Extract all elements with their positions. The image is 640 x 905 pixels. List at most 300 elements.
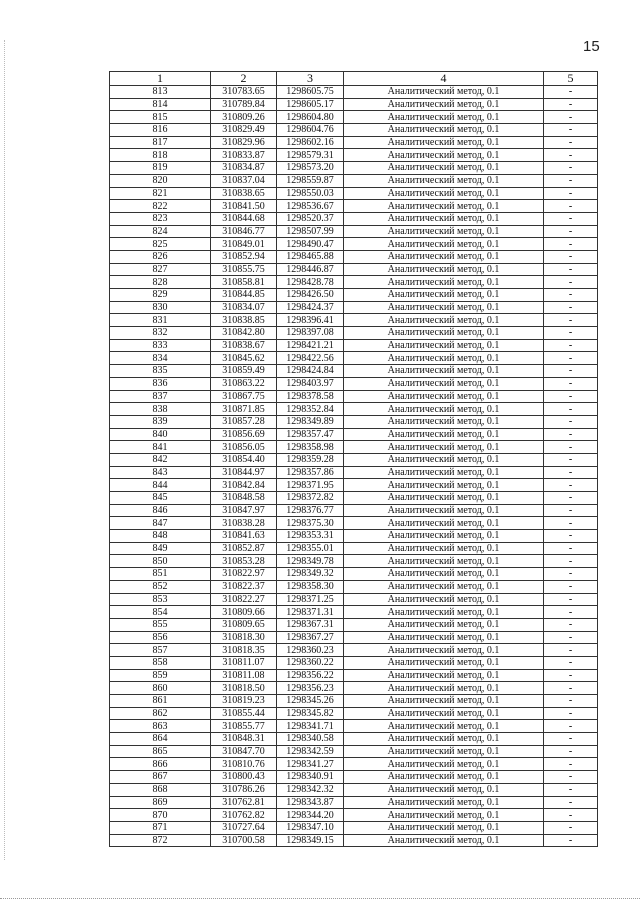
cell-point-number: 835 [110,365,211,378]
table-row [110,593,598,606]
cell-point-number: 856 [110,631,211,644]
cell-method-accuracy: Аналитический метод, 0.1 [344,834,544,847]
cell-x-coordinate: 310834.87 [211,162,277,175]
cell-y-coordinate: 1298352.84 [277,403,344,416]
cell-x-coordinate: 310845.62 [211,352,277,365]
cell-point-number: 844 [110,479,211,492]
cell-point-number: 838 [110,403,211,416]
cell-y-coordinate: 1298426.50 [277,289,344,302]
cell-x-coordinate: 310809.65 [211,618,277,631]
cell-method-accuracy: Аналитический метод, 0.1 [344,174,544,187]
table-row [110,504,598,517]
cell-point-number: 816 [110,124,211,137]
cell-method-accuracy: Аналитический метод, 0.1 [344,98,544,111]
cell-note: - [544,618,598,631]
cell-note: - [544,834,598,847]
cell-x-coordinate: 310809.26 [211,111,277,124]
cell-method-accuracy: Аналитический метод, 0.1 [344,593,544,606]
table-row [110,682,598,695]
cell-point-number: 845 [110,492,211,505]
cell-y-coordinate: 1298367.27 [277,631,344,644]
cell-y-coordinate: 1298579.31 [277,149,344,162]
cell-method-accuracy: Аналитический метод, 0.1 [344,796,544,809]
cell-method-accuracy: Аналитический метод, 0.1 [344,606,544,619]
cell-note: - [544,593,598,606]
cell-x-coordinate: 310863.22 [211,377,277,390]
cell-y-coordinate: 1298604.76 [277,124,344,137]
cell-point-number: 868 [110,783,211,796]
table-row [110,289,598,302]
cell-y-coordinate: 1298357.47 [277,428,344,441]
table-row [110,669,598,682]
cell-note: - [544,200,598,213]
cell-x-coordinate: 310846.77 [211,225,277,238]
cell-point-number: 850 [110,555,211,568]
cell-method-accuracy: Аналитический метод, 0.1 [344,250,544,263]
cell-x-coordinate: 310822.37 [211,580,277,593]
cell-method-accuracy: Аналитический метод, 0.1 [344,555,544,568]
cell-note: - [544,136,598,149]
cell-y-coordinate: 1298341.27 [277,758,344,771]
cell-y-coordinate: 1298371.31 [277,606,344,619]
table-row [110,263,598,276]
cell-note: - [544,606,598,619]
cell-y-coordinate: 1298605.17 [277,98,344,111]
cell-method-accuracy: Аналитический метод, 0.1 [344,669,544,682]
cell-x-coordinate: 310700.58 [211,834,277,847]
cell-note: - [544,568,598,581]
cell-point-number: 871 [110,821,211,834]
cell-x-coordinate: 310727.64 [211,821,277,834]
coordinates-table [109,71,598,847]
header-cell-2: 2 [211,72,277,86]
cell-y-coordinate: 1298403.97 [277,377,344,390]
cell-x-coordinate: 310834.07 [211,301,277,314]
cell-method-accuracy: Аналитический метод, 0.1 [344,517,544,530]
cell-x-coordinate: 310783.65 [211,86,277,99]
cell-y-coordinate: 1298342.59 [277,745,344,758]
cell-y-coordinate: 1298375.30 [277,517,344,530]
cell-y-coordinate: 1298342.32 [277,783,344,796]
cell-note: - [544,783,598,796]
cell-method-accuracy: Аналитический метод, 0.1 [344,377,544,390]
cell-method-accuracy: Аналитический метод, 0.1 [344,568,544,581]
cell-method-accuracy: Аналитический метод, 0.1 [344,580,544,593]
cell-y-coordinate: 1298428.78 [277,276,344,289]
cell-x-coordinate: 310786.26 [211,783,277,796]
cell-y-coordinate: 1298358.30 [277,580,344,593]
cell-x-coordinate: 310856.05 [211,441,277,454]
table-row [110,377,598,390]
cell-y-coordinate: 1298355.01 [277,542,344,555]
cell-note: - [544,98,598,111]
cell-method-accuracy: Аналитический метод, 0.1 [344,124,544,137]
cell-point-number: 865 [110,745,211,758]
table-row [110,124,598,137]
cell-point-number: 833 [110,339,211,352]
cell-note: - [544,809,598,822]
cell-method-accuracy: Аналитический метод, 0.1 [344,327,544,340]
cell-x-coordinate: 310800.43 [211,771,277,784]
cell-point-number: 861 [110,695,211,708]
cell-method-accuracy: Аналитический метод, 0.1 [344,263,544,276]
cell-y-coordinate: 1298605.75 [277,86,344,99]
cell-y-coordinate: 1298358.98 [277,441,344,454]
cell-method-accuracy: Аналитический метод, 0.1 [344,441,544,454]
cell-method-accuracy: Аналитический метод, 0.1 [344,479,544,492]
cell-point-number: 815 [110,111,211,124]
cell-y-coordinate: 1298371.25 [277,593,344,606]
cell-x-coordinate: 310810.76 [211,758,277,771]
cell-note: - [544,720,598,733]
cell-point-number: 814 [110,98,211,111]
cell-x-coordinate: 310837.04 [211,174,277,187]
cell-note: - [544,695,598,708]
cell-note: - [544,301,598,314]
cell-point-number: 852 [110,580,211,593]
cell-note: - [544,314,598,327]
table-row [110,174,598,187]
table-row [110,517,598,530]
cell-point-number: 847 [110,517,211,530]
table-row [110,339,598,352]
table-row [110,771,598,784]
table-row [110,542,598,555]
cell-point-number: 819 [110,162,211,175]
cell-note: - [544,517,598,530]
cell-point-number: 824 [110,225,211,238]
cell-note: - [544,542,598,555]
cell-y-coordinate: 1298353.31 [277,530,344,543]
cell-x-coordinate: 310838.28 [211,517,277,530]
cell-x-coordinate: 310847.70 [211,745,277,758]
table-row [110,466,598,479]
cell-x-coordinate: 310841.63 [211,530,277,543]
cell-method-accuracy: Аналитический метод, 0.1 [344,758,544,771]
cell-method-accuracy: Аналитический метод, 0.1 [344,542,544,555]
table-row [110,834,598,847]
cell-y-coordinate: 1298573.20 [277,162,344,175]
cell-x-coordinate: 310857.28 [211,415,277,428]
cell-note: - [544,580,598,593]
cell-y-coordinate: 1298356.23 [277,682,344,695]
cell-note: - [544,796,598,809]
cell-note: - [544,733,598,746]
cell-note: - [544,365,598,378]
cell-x-coordinate: 310852.87 [211,542,277,555]
cell-y-coordinate: 1298376.77 [277,504,344,517]
cell-note: - [544,212,598,225]
cell-note: - [544,707,598,720]
table-row [110,187,598,200]
table-row [110,162,598,175]
cell-note: - [544,656,598,669]
left-margin-dots [4,40,5,860]
table-row [110,352,598,365]
table-row [110,492,598,505]
cell-y-coordinate: 1298372.82 [277,492,344,505]
cell-method-accuracy: Аналитический метод, 0.1 [344,656,544,669]
table-row [110,441,598,454]
cell-x-coordinate: 310818.35 [211,644,277,657]
table-row [110,212,598,225]
cell-point-number: 837 [110,390,211,403]
cell-point-number: 854 [110,606,211,619]
cell-point-number: 857 [110,644,211,657]
table-row [110,733,598,746]
cell-point-number: 843 [110,466,211,479]
cell-method-accuracy: Аналитический метод, 0.1 [344,238,544,251]
cell-note: - [544,149,598,162]
cell-method-accuracy: Аналитический метод, 0.1 [344,707,544,720]
cell-y-coordinate: 1298340.91 [277,771,344,784]
table-row [110,200,598,213]
cell-note: - [544,327,598,340]
table-row [110,631,598,644]
cell-method-accuracy: Аналитический метод, 0.1 [344,682,544,695]
cell-method-accuracy: Аналитический метод, 0.1 [344,618,544,631]
cell-note: - [544,758,598,771]
cell-y-coordinate: 1298397.08 [277,327,344,340]
cell-point-number: 862 [110,707,211,720]
cell-x-coordinate: 310871.85 [211,403,277,416]
cell-y-coordinate: 1298371.95 [277,479,344,492]
table-body [110,86,598,847]
cell-point-number: 851 [110,568,211,581]
cell-method-accuracy: Аналитический метод, 0.1 [344,631,544,644]
table-row [110,745,598,758]
table-row [110,707,598,720]
cell-y-coordinate: 1298536.67 [277,200,344,213]
cell-note: - [544,669,598,682]
cell-point-number: 839 [110,415,211,428]
cell-x-coordinate: 310859.49 [211,365,277,378]
cell-x-coordinate: 310811.07 [211,656,277,669]
cell-y-coordinate: 1298341.71 [277,720,344,733]
cell-y-coordinate: 1298345.26 [277,695,344,708]
table-row [110,365,598,378]
cell-point-number: 841 [110,441,211,454]
table-row [110,136,598,149]
cell-x-coordinate: 310841.50 [211,200,277,213]
cell-y-coordinate: 1298378.58 [277,390,344,403]
cell-method-accuracy: Аналитический метод, 0.1 [344,212,544,225]
cell-point-number: 840 [110,428,211,441]
cell-point-number: 820 [110,174,211,187]
cell-x-coordinate: 310818.30 [211,631,277,644]
cell-note: - [544,187,598,200]
cell-x-coordinate: 310849.01 [211,238,277,251]
cell-point-number: 867 [110,771,211,784]
cell-method-accuracy: Аналитический метод, 0.1 [344,809,544,822]
cell-point-number: 842 [110,453,211,466]
cell-x-coordinate: 310762.82 [211,809,277,822]
cell-note: - [544,492,598,505]
table-row [110,225,598,238]
cell-x-coordinate: 310842.80 [211,327,277,340]
table-row [110,695,598,708]
cell-note: - [544,263,598,276]
table-row [110,644,598,657]
cell-method-accuracy: Аналитический метод, 0.1 [344,733,544,746]
table-row [110,327,598,340]
cell-x-coordinate: 310855.75 [211,263,277,276]
cell-note: - [544,124,598,137]
cell-method-accuracy: Аналитический метод, 0.1 [344,289,544,302]
cell-x-coordinate: 310844.68 [211,212,277,225]
table-row [110,403,598,416]
cell-point-number: 828 [110,276,211,289]
cell-point-number: 821 [110,187,211,200]
cell-note: - [544,745,598,758]
cell-x-coordinate: 310848.31 [211,733,277,746]
cell-point-number: 870 [110,809,211,822]
cell-y-coordinate: 1298602.16 [277,136,344,149]
cell-x-coordinate: 310867.75 [211,390,277,403]
cell-note: - [544,504,598,517]
cell-x-coordinate: 310829.49 [211,124,277,137]
cell-note: - [544,174,598,187]
cell-x-coordinate: 310809.66 [211,606,277,619]
cell-y-coordinate: 1298424.37 [277,301,344,314]
header-cell-3: 3 [277,72,344,86]
cell-point-number: 869 [110,796,211,809]
cell-point-number: 827 [110,263,211,276]
table-row [110,821,598,834]
cell-point-number: 825 [110,238,211,251]
cell-point-number: 864 [110,733,211,746]
table-row [110,479,598,492]
cell-x-coordinate: 310822.27 [211,593,277,606]
cell-method-accuracy: Аналитический метод, 0.1 [344,504,544,517]
cell-y-coordinate: 1298604.80 [277,111,344,124]
cell-method-accuracy: Аналитический метод, 0.1 [344,136,544,149]
cell-method-accuracy: Аналитический метод, 0.1 [344,644,544,657]
cell-point-number: 863 [110,720,211,733]
cell-y-coordinate: 1298349.32 [277,568,344,581]
cell-y-coordinate: 1298367.31 [277,618,344,631]
header-cell-1: 1 [110,72,211,86]
cell-y-coordinate: 1298520.37 [277,212,344,225]
cell-point-number: 860 [110,682,211,695]
cell-point-number: 813 [110,86,211,99]
cell-method-accuracy: Аналитический метод, 0.1 [344,339,544,352]
cell-y-coordinate: 1298490.47 [277,238,344,251]
cell-x-coordinate: 310844.97 [211,466,277,479]
cell-note: - [544,453,598,466]
cell-y-coordinate: 1298446.87 [277,263,344,276]
cell-y-coordinate: 1298359.28 [277,453,344,466]
table-row [110,530,598,543]
cell-note: - [544,111,598,124]
cell-point-number: 866 [110,758,211,771]
cell-note: - [544,771,598,784]
cell-method-accuracy: Аналитический метод, 0.1 [344,390,544,403]
cell-method-accuracy: Аналитический метод, 0.1 [344,720,544,733]
table-row [110,250,598,263]
table-header [110,72,598,86]
cell-point-number: 849 [110,542,211,555]
cell-x-coordinate: 310858.81 [211,276,277,289]
cell-note: - [544,339,598,352]
cell-note: - [544,276,598,289]
cell-method-accuracy: Аналитический метод, 0.1 [344,428,544,441]
cell-y-coordinate: 1298360.22 [277,656,344,669]
cell-method-accuracy: Аналитический метод, 0.1 [344,187,544,200]
cell-note: - [544,631,598,644]
table-row [110,428,598,441]
cell-y-coordinate: 1298343.87 [277,796,344,809]
cell-method-accuracy: Аналитический метод, 0.1 [344,695,544,708]
cell-method-accuracy: Аналитический метод, 0.1 [344,745,544,758]
cell-y-coordinate: 1298349.15 [277,834,344,847]
cell-note: - [544,352,598,365]
cell-method-accuracy: Аналитический метод, 0.1 [344,149,544,162]
cell-method-accuracy: Аналитический метод, 0.1 [344,821,544,834]
cell-x-coordinate: 310855.77 [211,720,277,733]
cell-y-coordinate: 1298349.89 [277,415,344,428]
cell-note: - [544,403,598,416]
cell-method-accuracy: Аналитический метод, 0.1 [344,453,544,466]
cell-x-coordinate: 310833.87 [211,149,277,162]
cell-point-number: 826 [110,250,211,263]
header-row [110,72,598,86]
cell-method-accuracy: Аналитический метод, 0.1 [344,314,544,327]
cell-x-coordinate: 310854.40 [211,453,277,466]
table-row [110,568,598,581]
cell-note: - [544,555,598,568]
cell-x-coordinate: 310838.67 [211,339,277,352]
cell-method-accuracy: Аналитический метод, 0.1 [344,352,544,365]
cell-x-coordinate: 310829.96 [211,136,277,149]
cell-point-number: 818 [110,149,211,162]
cell-x-coordinate: 310762.81 [211,796,277,809]
cell-y-coordinate: 1298421.21 [277,339,344,352]
cell-method-accuracy: Аналитический метод, 0.1 [344,225,544,238]
table-row [110,314,598,327]
cell-point-number: 817 [110,136,211,149]
cell-point-number: 848 [110,530,211,543]
cell-y-coordinate: 1298356.22 [277,669,344,682]
cell-y-coordinate: 1298347.10 [277,821,344,834]
table-row [110,656,598,669]
cell-y-coordinate: 1298357.86 [277,466,344,479]
table-row [110,301,598,314]
cell-point-number: 855 [110,618,211,631]
cell-x-coordinate: 310856.69 [211,428,277,441]
table-row [110,606,598,619]
cell-x-coordinate: 310838.65 [211,187,277,200]
cell-note: - [544,86,598,99]
cell-x-coordinate: 310789.84 [211,98,277,111]
cell-x-coordinate: 310855.44 [211,707,277,720]
cell-y-coordinate: 1298559.87 [277,174,344,187]
table-row [110,390,598,403]
cell-x-coordinate: 310842.84 [211,479,277,492]
table-row [110,580,598,593]
page-number: 15 [583,38,600,55]
cell-x-coordinate: 310811.08 [211,669,277,682]
table-row [110,758,598,771]
table-row [110,111,598,124]
cell-point-number: 834 [110,352,211,365]
cell-y-coordinate: 1298340.58 [277,733,344,746]
cell-note: - [544,289,598,302]
cell-note: - [544,162,598,175]
cell-method-accuracy: Аналитический метод, 0.1 [344,466,544,479]
cell-point-number: 858 [110,656,211,669]
cell-x-coordinate: 310847.97 [211,504,277,517]
